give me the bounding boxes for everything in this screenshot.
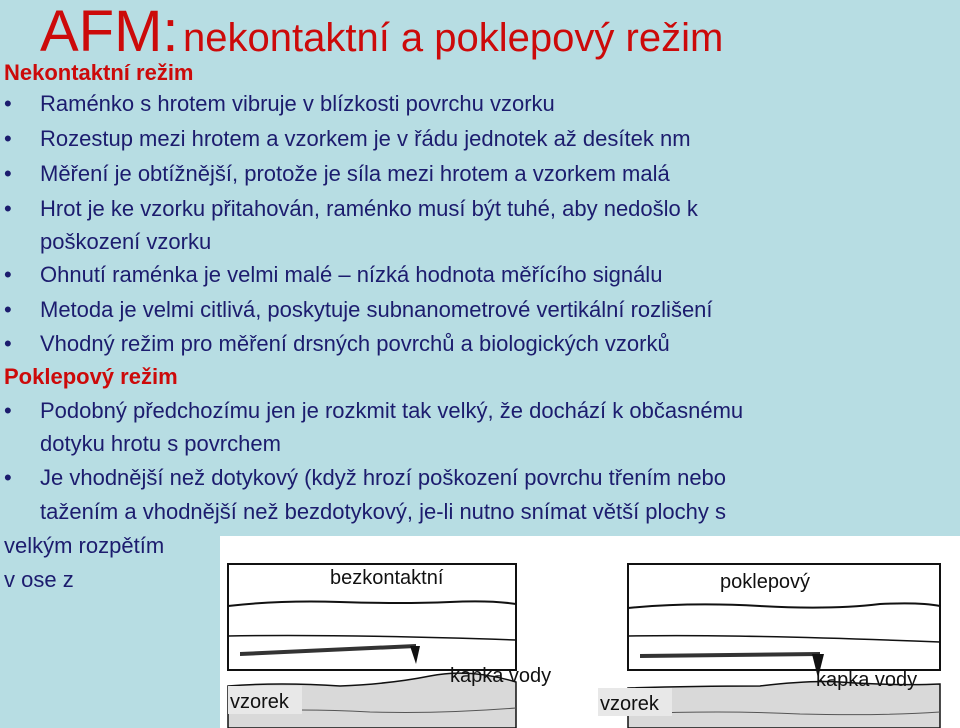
tapping-panel bbox=[598, 564, 940, 728]
tapping-label: poklepový bbox=[720, 571, 811, 593]
tapping-drop-label: kapka vody bbox=[816, 669, 918, 691]
title-rest: nekontaktní a poklepový režim bbox=[183, 16, 724, 60]
bullet-item: • Hrot je ke vzorku přitahován, raménko musí být tuhé, aby nedošlo k bbox=[40, 193, 698, 225]
bullet-item: • Vhodný režim pro měření drsných povrchů a biologických vzorků bbox=[40, 328, 670, 360]
bullet-item: • Měření je obtížnější, protože je síla mezi hrotem a vzorkem malá bbox=[40, 158, 670, 190]
bullet-continuation: tažením a vhodnější než bezdotykový, je-li nutno snímat větší plochy s bbox=[40, 499, 727, 524]
bullet-continuation: velkým rozpětím bbox=[4, 533, 165, 558]
noncontact-sample-label: vzorek bbox=[230, 691, 289, 713]
bullet-item: • Je vhodnější než dotykový (když hrozí poškození povrchu třením nebo bbox=[40, 462, 726, 494]
title-prefix: AFM: bbox=[40, 0, 179, 64]
bullet-item: • Ohnutí raménka je velmi malé – nízká hodnota měřícího signálu bbox=[40, 259, 662, 291]
noncontact-panel bbox=[228, 564, 551, 728]
bullet-continuation: dotyku hrotu s povrchem bbox=[40, 431, 281, 456]
bullet-item: • Metoda je velmi citlivá, poskytuje subnanometrové vertikální rozlišení bbox=[40, 294, 713, 326]
afm-modes-figure bbox=[220, 536, 960, 728]
bullet-item: • Podobný předchozímu jen je rozkmit tak velký, že dochází k občasnému bbox=[40, 395, 743, 427]
tapping-sample-label: vzorek bbox=[600, 693, 659, 715]
section-heading-tapping: Poklepový režim bbox=[4, 364, 178, 389]
bullet-continuation: poškození vzorku bbox=[40, 229, 212, 254]
noncontact-label: bezkontaktní bbox=[330, 567, 444, 589]
bullet-item: • Rozestup mezi hrotem a vzorkem je v řádu jednotek až desítek nm bbox=[40, 123, 691, 155]
section-heading-noncontact: Nekontaktní režim bbox=[4, 60, 194, 85]
noncontact-drop-label: kapka vody bbox=[450, 665, 552, 687]
bullet-continuation: v ose z bbox=[4, 567, 74, 592]
bullet-item: • Raménko s hrotem vibruje v blízkosti povrchu vzorku bbox=[40, 88, 555, 120]
